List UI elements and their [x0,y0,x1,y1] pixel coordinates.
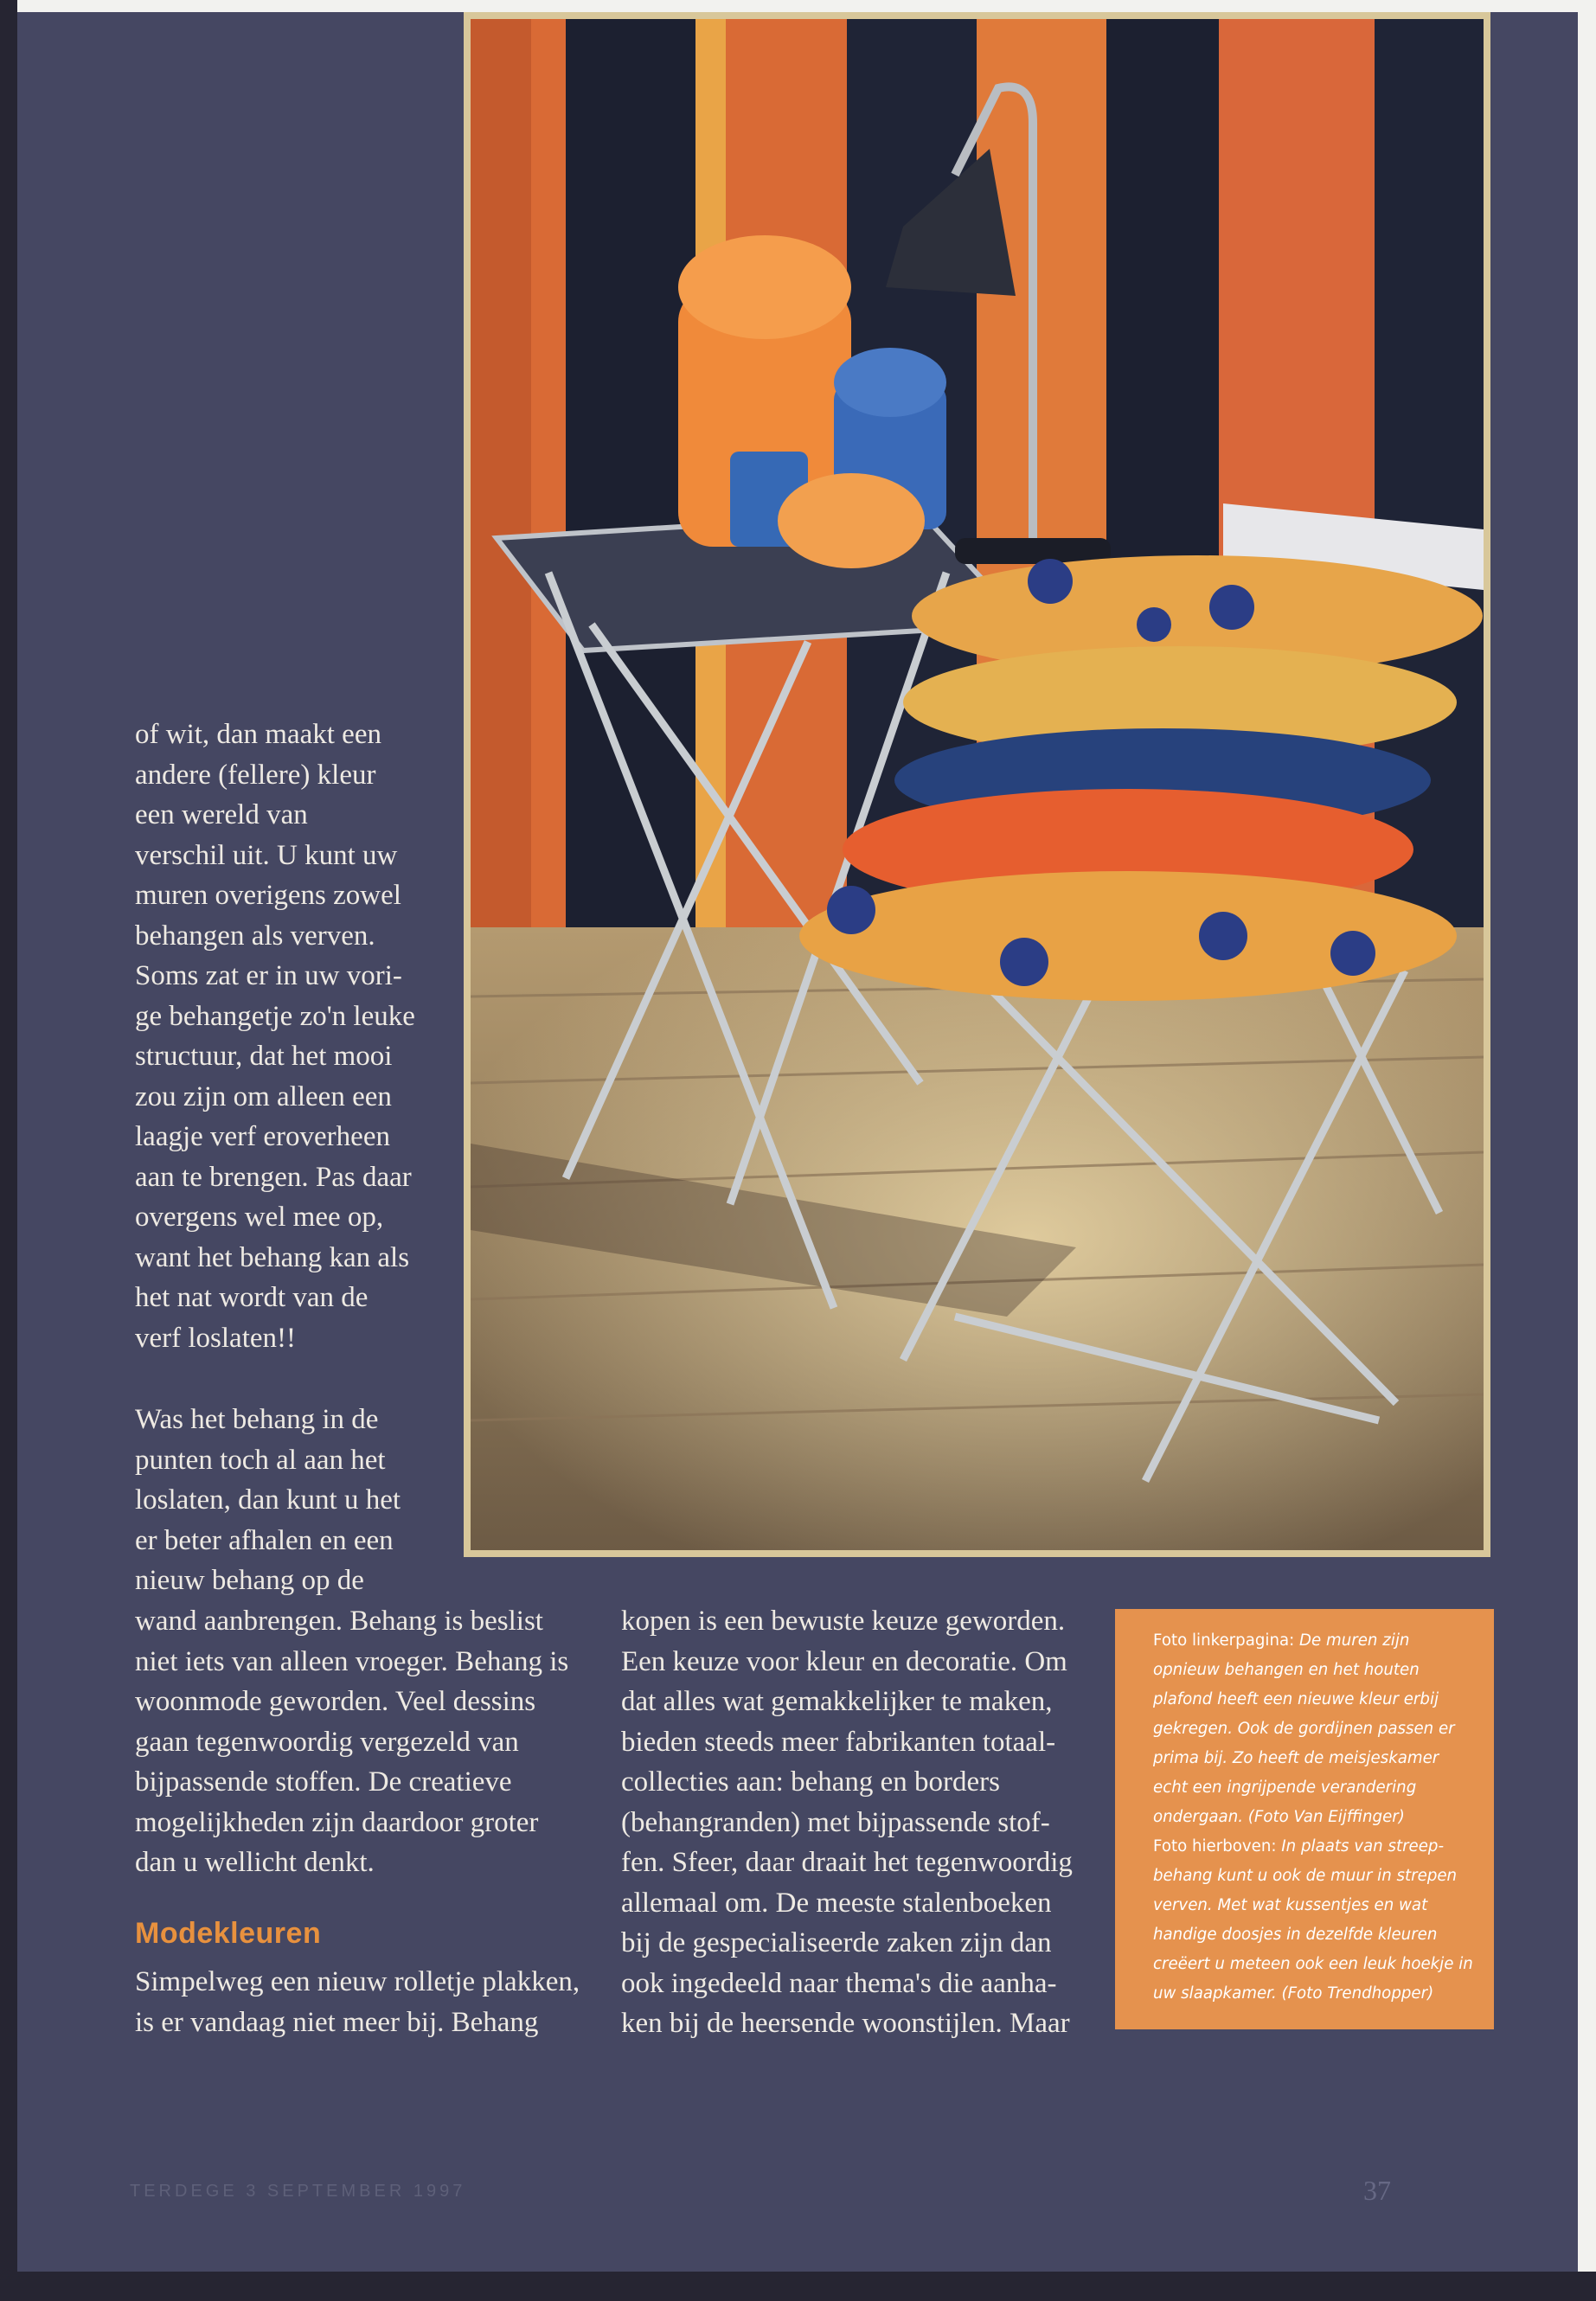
caption-label-1: Foto linkerpagina: [1153,1631,1300,1650]
caption-paragraph-1 [1153,1626,1473,1832]
caption-paragraph-2 [1153,1832,1473,2009]
section-subheading: Modekleuren [135,1917,322,1950]
caption-label-2: Foto hierboven: [1153,1837,1282,1856]
page-number: 37 [1363,2175,1391,2206]
body-text-column1-top: of wit, dan maakt een andere (fellere) kleur een wereld van verschil uit. U kunt uw muren overigens zowel behangen als verven. Soms zat er in uw vori- ge behangetje zo'n leuke structuur, dat het mooi zou zijn om alleen een laagje verf eroverheen aan te brengen. Pas daar overgens wel mee op, want het behang kan als het nat wordt van de verf loslaten!! [135,719,415,1354]
footer-publication: TERDEGE 3 SEPTEMBER 1997 [130,2182,466,2201]
photo-illustration [471,19,1484,1550]
body-text-column1-middle: Was het behang in de punten toch al aan het loslaten, dan kunt u het er beter afhalen en een nieuw behang op de [135,1404,401,1596]
caption-text-1: De muren zijn opnieuw behangen en het houten plafond heeft een nieuwe kleur erbij gekregen. Ook de gordijnen passen er prima bij. Zo heeft de meisjeskamer echt een ingrijpende verandering ondergaan. (Foto Van Eijffinger) [1153,1631,1455,1826]
body-text-column2: kopen is een bewuste keuze geworden. Een keuze voor kleur en decoratie. Om dat alles wat gemakkelijker te maken, bieden steeds meer fabrikanten totaal- collecties aan: behang en borders (behangranden) met bijpassende stof- fen. Sfeer, daar draait het tegenwoordig allemaal om. De meeste stalenboeken bij de gespecialiseerde zaken zijn dan ook ingedeeld naar thema's die aanha- ken bij de heersende woonstijlen. Maar [621,1606,1073,2039]
body-text-column1-after-subheading: Simpelweg een nieuw rolletje plakken, is er vandaag niet meer bij. Behang [135,1966,580,2038]
interior-photo [464,12,1490,1557]
scan-edge-left [0,0,17,2301]
caption-text-2: In plaats van streep-behang kunt u ook de muur in strepen verven. Met wat kussentjes en wat handige doosjes in dezelfde kleuren creëert u meteen ook een leuk hoekje in uw slaapkamer. (Foto Trendhopper) [1153,1837,1473,2003]
body-text-column1-bottom: wand aanbrengen. Behang is beslist niet iets van alleen vroeger. Behang is woonmode geworden. Veel dessins gaan tegenwoordig vergezeld van bijpassende stoffen. De creatieve mogelijkheden zijn daardoor groter dan u wellicht denkt. [135,1606,569,1878]
scan-edge-bottom [0,2272,1596,2301]
photo-caption-box [1115,1609,1494,2029]
